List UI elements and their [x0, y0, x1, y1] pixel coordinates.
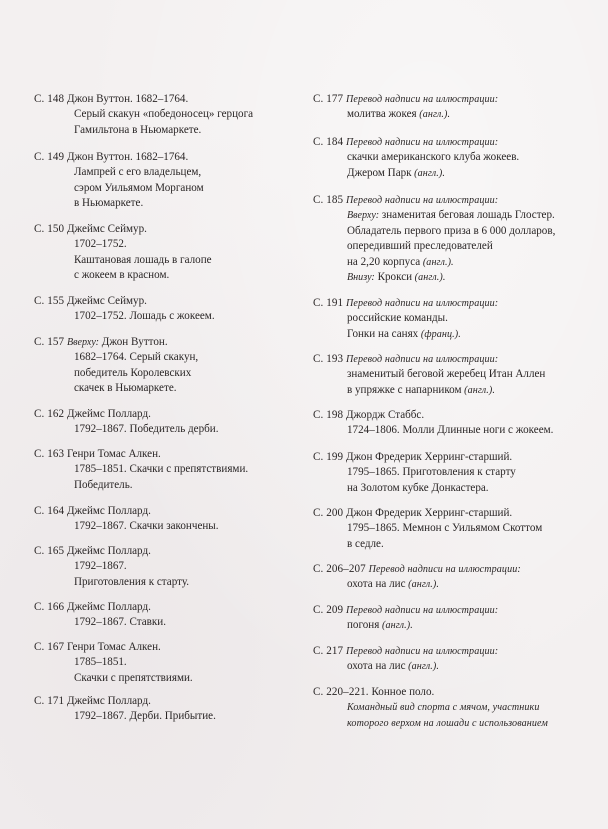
- page-ref: С. 209: [313, 604, 344, 616]
- caption-text: Генри Томас Алкен.: [66, 641, 161, 653]
- caption-line: в седле.: [347, 537, 384, 550]
- caption-line: 1792–1867.: [74, 560, 127, 573]
- caption-line: 1792–1867. Победитель дерби.: [74, 423, 219, 436]
- page-ref: С. 164: [34, 505, 65, 517]
- caption-entry: [313, 603, 498, 634]
- caption-entry: [34, 544, 189, 590]
- caption-text: Гонки на санях: [347, 327, 419, 340]
- caption-entry: [34, 447, 248, 493]
- language-note: (англ.).: [412, 272, 446, 284]
- page-ref: С. 177: [313, 93, 344, 105]
- caption-entry: [313, 562, 521, 593]
- page-ref: С. 148: [34, 93, 65, 105]
- caption-entry: [313, 193, 555, 285]
- caption-text: Джон Фредерик Херринг-старший.: [345, 451, 513, 463]
- caption-line: Победитель.: [74, 478, 133, 491]
- caption-entry: [313, 506, 542, 552]
- caption-text: Джеймс Сеймур.: [66, 223, 147, 235]
- language-note: (франц.).: [418, 328, 461, 340]
- page-ref: С. 171: [34, 695, 65, 707]
- caption-line: 1682–1764. Серый скакун,: [74, 351, 199, 364]
- page-ref: С. 220–221.: [313, 686, 369, 698]
- caption-line: 1702–1752.: [74, 238, 127, 251]
- translation-note: Перевод надписи на иллюстрации:: [368, 564, 521, 575]
- caption-text: молитва жокея: [347, 108, 417, 121]
- language-note: (англ.).: [405, 579, 439, 591]
- caption-text: Джеймс Поллард.: [66, 408, 151, 420]
- caption-entry: [313, 296, 498, 342]
- caption-entry: [313, 352, 545, 398]
- caption-line: с жокеем в красном.: [74, 269, 170, 282]
- caption-text: охота на лис: [347, 578, 406, 591]
- caption-entry: [34, 150, 204, 212]
- caption-entry: [313, 685, 548, 731]
- caption-text: Джон Вуттон.: [99, 336, 168, 348]
- page-ref: С. 217: [313, 645, 344, 657]
- caption-text: Джон Вуттон. 1682–1764.: [66, 93, 189, 105]
- page-ref: С. 184: [313, 136, 344, 148]
- caption-text: Джон Вуттон. 1682–1764.: [66, 151, 189, 163]
- caption-line: Приготовления к старту.: [74, 575, 190, 588]
- caption-line: Лампрей с его владельцем,: [74, 166, 202, 179]
- caption-line: которого верхом на лошади с использованием: [347, 717, 548, 729]
- language-note: (англ.).: [405, 661, 439, 673]
- caption-line: опередивший преследователей: [347, 240, 493, 253]
- page-ref: С. 167: [34, 641, 65, 653]
- caption-entry: [34, 504, 219, 535]
- caption-line: на Золотом кубке Донкастера.: [347, 481, 489, 494]
- page-ref: С. 149: [34, 151, 65, 163]
- caption-entry: [34, 335, 198, 397]
- caption-entry: [313, 408, 553, 439]
- page-ref: С. 193: [313, 353, 344, 365]
- caption-text: Джон Фредерик Херринг-старший.: [345, 507, 513, 519]
- caption-line: 1702–1752. Лошадь с жокеем.: [74, 310, 215, 323]
- caption-line: сэром Уильямом Морганом: [74, 181, 204, 194]
- caption-text: погоня: [347, 619, 380, 632]
- caption-text: Джеймс Поллард.: [66, 505, 151, 517]
- position-label: Вверху:: [347, 210, 380, 222]
- caption-text: Крокси: [374, 271, 413, 284]
- page-ref: С. 185: [313, 194, 344, 206]
- caption-entry: [313, 135, 519, 181]
- caption-line: 1792–1867. Скачки закончены.: [74, 520, 219, 533]
- caption-line: Обладатель первого приза в 6 000 долларов,: [347, 224, 556, 237]
- caption-entry: [313, 644, 498, 675]
- caption-entry: [34, 694, 216, 725]
- caption-text: на 2,20 корпуса: [347, 255, 421, 268]
- caption-entry: [34, 294, 215, 325]
- page-ref: С. 165: [34, 545, 65, 557]
- caption-text: Генри Томас Алкен.: [66, 448, 161, 460]
- caption-entry: [34, 600, 166, 631]
- page-ref: С. 155: [34, 295, 65, 307]
- caption-text: Конное поло.: [371, 686, 435, 698]
- page-ref: С. 157: [34, 336, 65, 348]
- caption-text: охота на лис: [347, 660, 406, 673]
- language-note: (англ.).: [416, 109, 451, 121]
- caption-line: знаменитый беговой жеребец Итан Аллен: [347, 368, 546, 381]
- translation-note: Перевод надписи на иллюстрации:: [345, 137, 499, 148]
- language-note: (англ.).: [411, 167, 446, 179]
- language-note: (англ.).: [461, 384, 495, 396]
- caption-entry: [34, 640, 193, 686]
- translation-note: Перевод надписи на иллюстрации:: [345, 94, 499, 105]
- caption-text: Джеймс Поллард.: [66, 695, 151, 707]
- caption-line: 1795–1865. Приготовления к старту: [347, 466, 516, 479]
- page-ref: С. 206–207: [313, 563, 366, 575]
- translation-note: Перевод надписи на иллюстрации:: [345, 195, 499, 206]
- caption-line: Серый скакун «победоносец» герцога: [74, 108, 254, 121]
- page-ref: С. 162: [34, 408, 65, 420]
- translation-note: Перевод надписи на иллюстрации:: [345, 298, 499, 309]
- caption-line: 1785–1851.: [74, 656, 127, 669]
- caption-line: Скачки с препятствиями.: [74, 671, 193, 684]
- translation-note: Перевод надписи на иллюстрации:: [345, 646, 499, 657]
- caption-line: Командный вид спорта с мячом, участники: [347, 702, 540, 714]
- caption-entry: [34, 92, 253, 138]
- page-ref: С. 150: [34, 223, 65, 235]
- page-ref: С. 199: [313, 451, 344, 463]
- caption-text: Джеймс Поллард.: [66, 601, 151, 613]
- caption-entry: [313, 450, 516, 496]
- caption-line: победитель Королевских: [74, 366, 192, 379]
- caption-entry: [34, 407, 219, 438]
- caption-text: Джеймс Сеймур.: [66, 295, 147, 307]
- caption-line: в Ньюмаркете.: [74, 197, 144, 210]
- caption-line: скачек в Ньюмаркете.: [74, 382, 177, 395]
- page-ref: С. 198: [313, 409, 344, 421]
- caption-text: Джеймс Поллард.: [66, 545, 151, 557]
- page-ref: С. 166: [34, 601, 65, 613]
- caption-entry: [34, 222, 212, 284]
- caption-line: Каштановая лошадь в галопе: [74, 253, 212, 266]
- caption-text: Джордж Стаббс.: [345, 409, 425, 421]
- page-ref: С. 163: [34, 448, 65, 460]
- caption-line: скачки американского клуба жокеев.: [347, 151, 520, 164]
- translation-note: Перевод надписи на иллюстрации:: [345, 354, 499, 365]
- caption-line: 1792–1867. Ставки.: [74, 616, 166, 629]
- caption-line: Гамильтона в Ньюмаркете.: [74, 123, 202, 136]
- language-note: (англ.).: [420, 256, 454, 268]
- position-label: Вверху:: [66, 337, 100, 348]
- caption-text: знаменитая беговая лошадь Глостер.: [379, 209, 555, 222]
- caption-line: 1792–1867. Дерби. Прибытие.: [74, 710, 216, 723]
- page-ref: С. 191: [313, 297, 344, 309]
- page-ref: С. 200: [313, 507, 344, 519]
- caption-entry: [313, 92, 498, 123]
- language-note: (англ.).: [379, 620, 413, 632]
- position-label: Внизу:: [347, 272, 375, 284]
- caption-line: российские команды.: [347, 312, 448, 325]
- caption-line: 1795–1865. Мемнон с Уильямом Скоттом: [347, 522, 543, 535]
- caption-text: в упряжке с напарником: [347, 383, 462, 396]
- caption-line: 1724–1806. Молли Длинные ноги с жокеем.: [347, 424, 554, 437]
- caption-line: 1785–1851. Скачки с препятствиями.: [74, 463, 249, 476]
- caption-text: Джером Парк: [347, 166, 412, 179]
- translation-note: Перевод надписи на иллюстрации:: [345, 605, 499, 616]
